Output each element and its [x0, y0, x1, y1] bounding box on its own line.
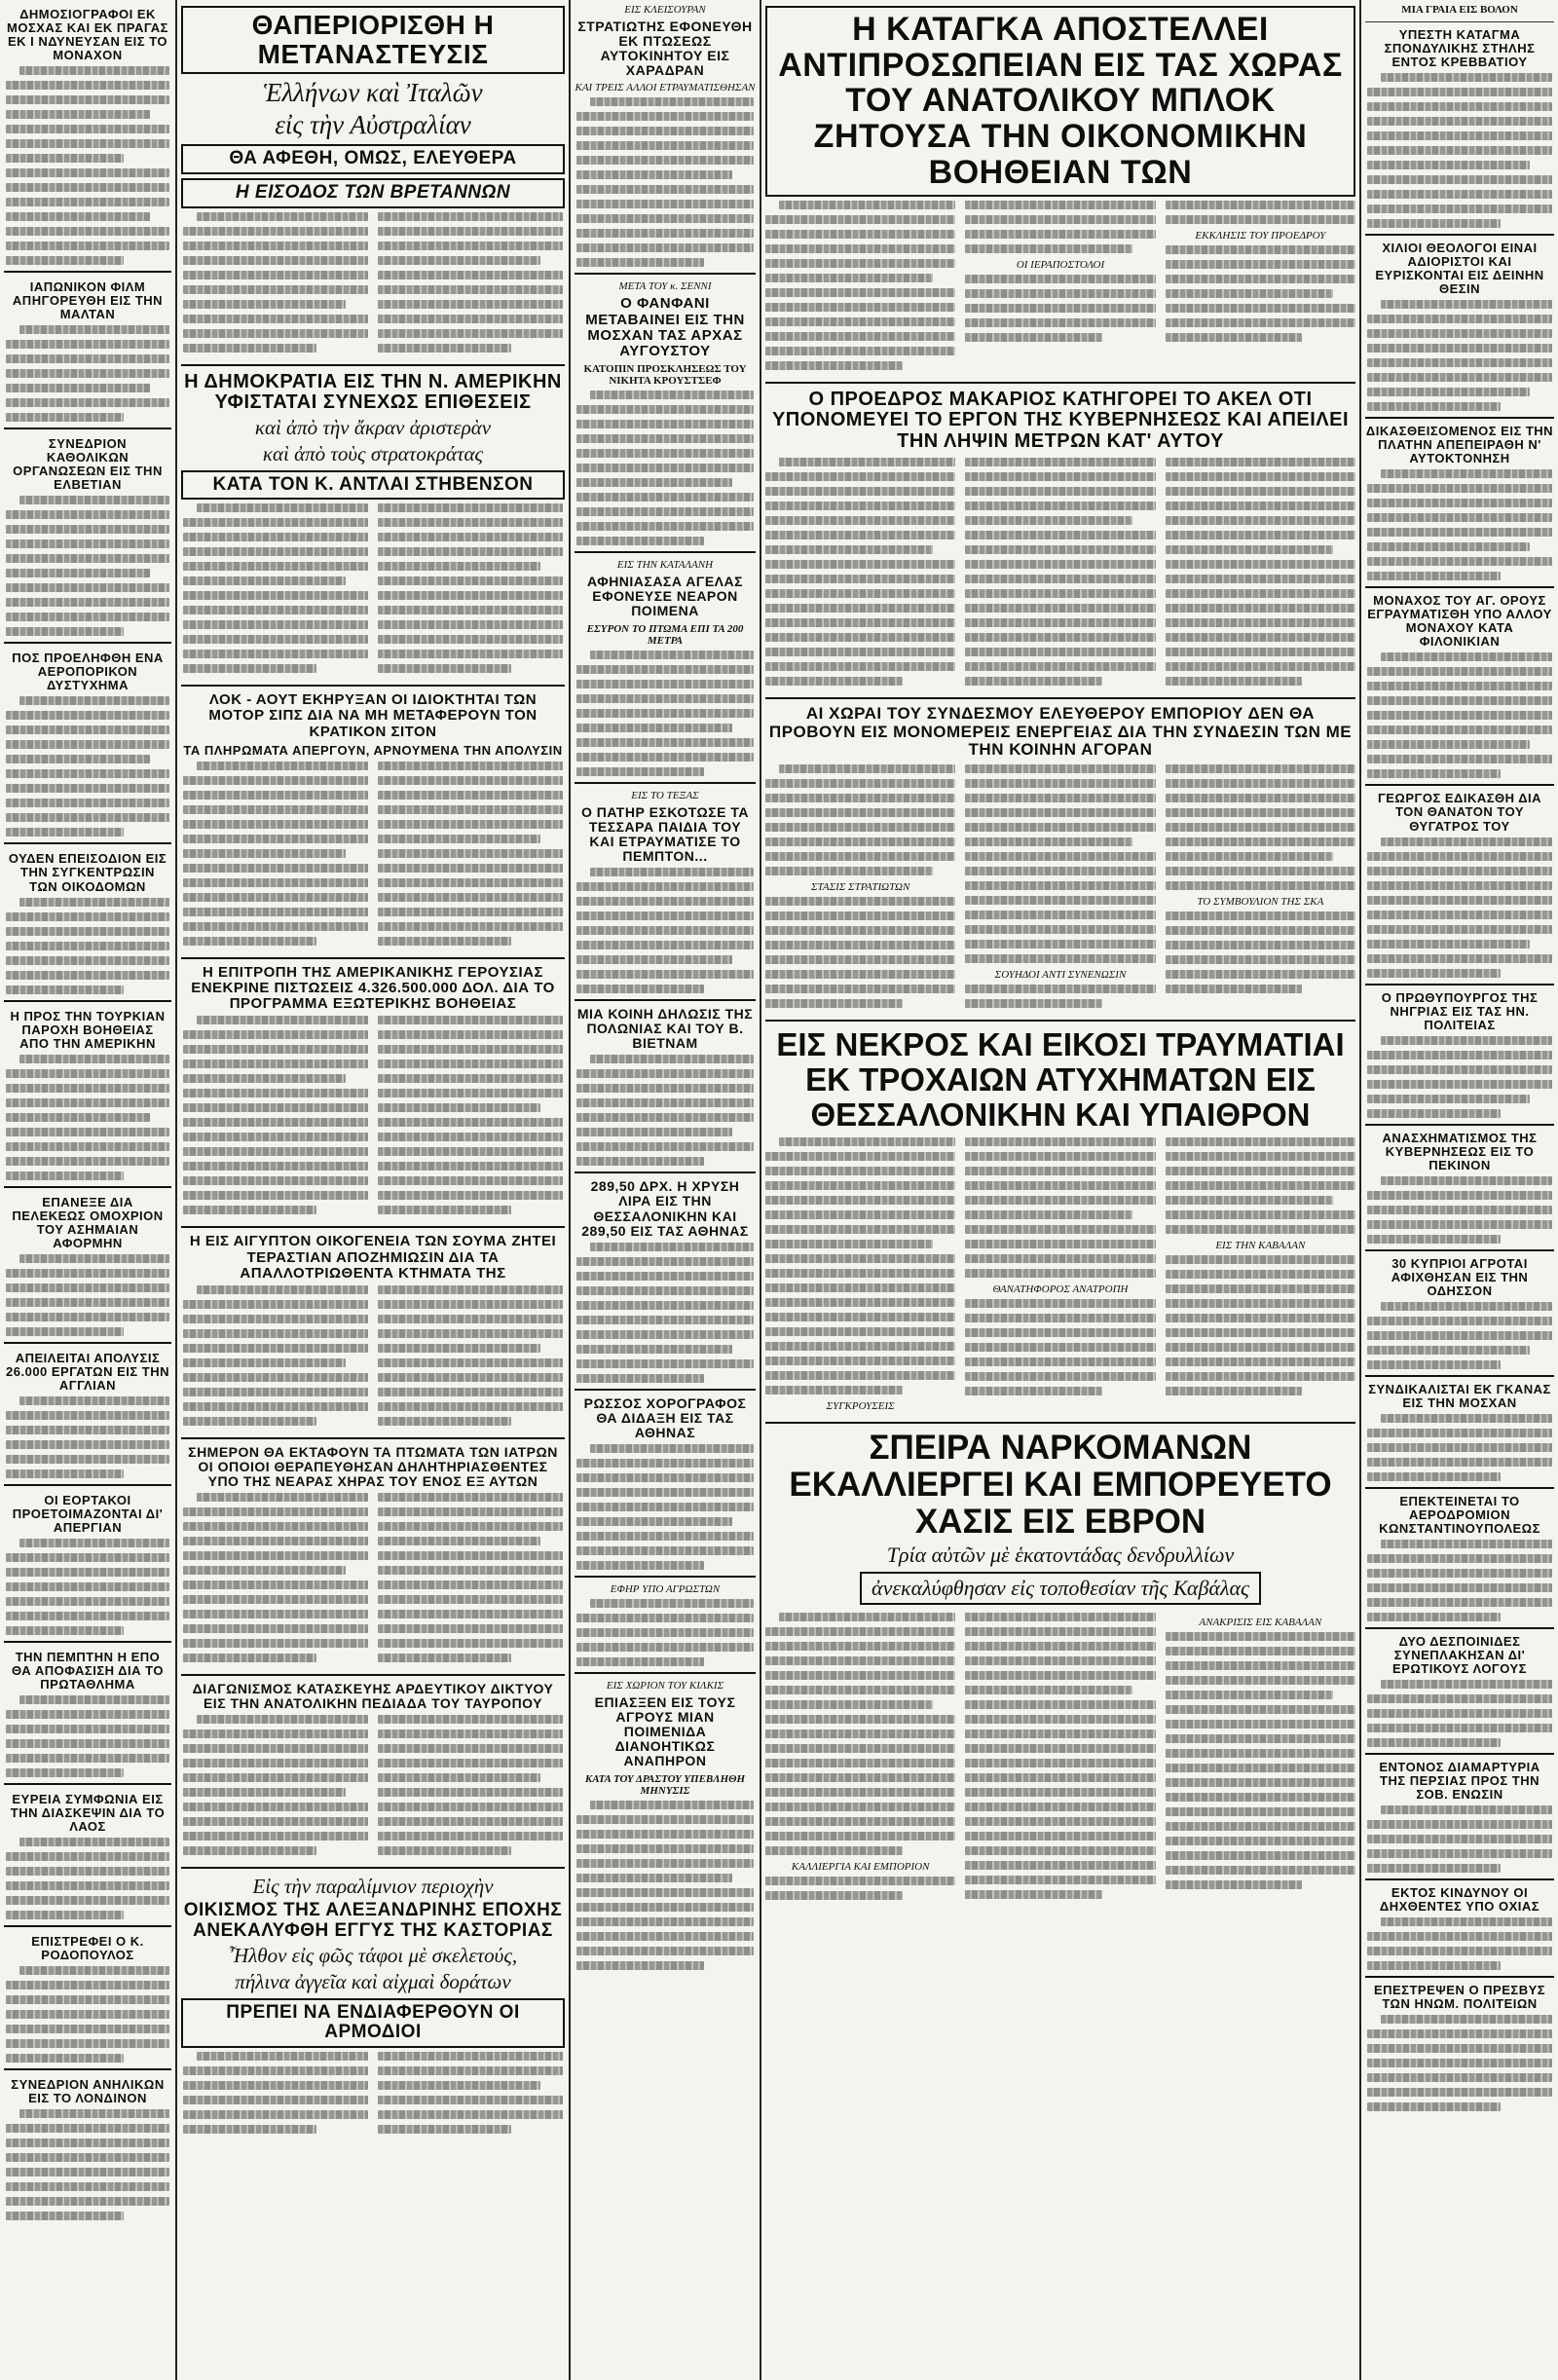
article-body [6, 1396, 169, 1478]
article-headline: ΜΟΝΑΧΟΣ ΤΟΥ ΑΓ. ΟΡΟΥΣ ΕΓΡΑΥΜΑΤΙΣΘΗ ΥΠΟ ΑΛΛΟΥ ΜΟΝΑΧΟΥ ΚΑΤΑ ΦΙΛΟΝΙΚΙΑΝ [1367, 593, 1552, 650]
article-body [576, 651, 754, 776]
article-body [6, 1695, 169, 1777]
article-headline: ΧΙΛΙΟΙ ΘΕΟΛΟΓΟΙ ΕΙΝΑΙ ΑΔΙΟΡΙΣΤΟΙ ΚΑΙ ΕΥΡΙΣΚΟΝΤΑΙ ΕΙΣ ΔΕΙΝΗΝ ΘΕΣΙΝ [1375, 241, 1544, 297]
article-headline-box [765, 6, 1355, 197]
article-headline: ΓΕΩΡΓΟΣ ΕΔΙΚΑΣΘΗ ΔΙΑ ΤΟΝ ΘΑΝΑΤΟΝ ΤΟΥ ΘΥΓΑΤΡΟΣ ΤΟΥ [1377, 791, 1542, 834]
article-headline: Η ΕΠΙΤΡΟΠΗ ΤΗΣ ΑΜΕΡΙΚΑΝΙΚΗΣ ΓΕΡΟΥΣΙΑΣ ΕΝΕΚΡΙΝΕ ΠΙΣΤΩΣΕΙΣ 4.326.500.000 ΔΟΛ. ΔΙΑ ΤΟ ΠΡΟΓΡΑΜΜΑ ΕΞΩΤΕΡΙΚΗΣ ΒΟΗΘΕΙΑΣ [191, 963, 555, 1013]
article-kicker: ΣΟΥΗΔΟΙ ΑΝΤΙ ΣΥΝΕΝΩΣΙΝ [994, 969, 1127, 982]
article-headline-box [181, 470, 565, 501]
article-headline: ΟΙ ΕΟΡΤΑΚΟΙ ΠΡΟΕΤΟΙΜΑΖΟΝΤΑΙ ΔΙ' ΑΠΕΡΓΙΑΝ [12, 1492, 164, 1535]
article-headline: ΕΝΤΟΝΟΣ ΔΙΑΜΑΡΤΥΡΙΑ ΤΗΣ ΠΕΡΣΙΑΣ ΠΡΟΣ ΤΗΝ ΣΟΒ. ΕΝΩΣΙΝ [1379, 1760, 1540, 1803]
article-body [183, 1016, 563, 1220]
article-subheadline: ΚΑΤΑ ΤΟΥ ΔΡΑΣΤΟΥ ΥΠΕΒΛΗΘΗ ΜΗΝΥΣΙΣ [584, 1772, 746, 1797]
article-subheadline: καὶ ἀπὸ τὴν ἄκραν ἀριστερὰν [254, 415, 492, 439]
article-headline: ΕΠΑΝΕΞΕ ΔΙΑ ΠΕΛΕΚΕΩΣ ΟΜΟΧΡΙΟΝ ΤΟΥ ΑΣΗΜΑΙΑΝ ΑΦΟΡΜΗΝ [12, 1194, 164, 1250]
article-subheadline: εἰς τὴν Αὐστραλίαν [275, 110, 471, 140]
column-3 [575, 0, 756, 2380]
article-headline: ΤΗΝ ΠΕΜΠΤΗΝ Η ΕΠΟ ΘΑ ΑΠΟΦΑΣΙΣΗ ΔΙΑ ΤΟ ΠΡΩΤΑΘΛΗΜΑ [12, 1649, 164, 1692]
article-subheadline: Εἰς τὴν παραλίμνιον περιοχὴν [252, 1875, 494, 1899]
article-kicker: ΕΙΣ ΚΛΕΙΣΟΥΡΑΝ [624, 4, 706, 16]
article-body [6, 1539, 169, 1635]
article-kicker: ΕΙΣ ΤΟ ΤΕΞΑΣ [631, 789, 699, 801]
article-headline: ΔΙΑΓΩΝΙΣΜΟΣ ΚΑΤΑΣΚΕΥΗΣ ΑΡΔΕΥΤΙΚΟΥ ΔΙΚΤΥΟΥ ΕΙΣ ΤΗΝ ΑΝΑΤΟΛΙΚΗΝ ΠΕΔΙΑΔΑ ΤΟΥ ΤΑΥΡΟΠΟΥ [192, 1681, 554, 1712]
article-kicker: ΘΑΝΑΤΗΦΟΡΟΣ ΑΝΑΤΡΟΠΗ [992, 1283, 1129, 1296]
article-subheadline: Ἦλθον εἰς φῶς τάφοι μὲ σκελετούς, [228, 1943, 518, 1967]
article-headline: ΕΚΤΟΣ ΚΙΝΔΥΝΟΥ ΟΙ ΔΗΧΘΕΝΤΕΣ ΥΠΟ ΟΧΙΑΣ [1379, 1885, 1540, 1915]
article-headline: ΔΗΜΟΣΙΟΓΡΑΦΟΙ ΕΚ ΜΟΣΧΑΣ ΚΑΙ ΕΚ ΠΡΑΓΑΣ ΕΚ Ι ΝΔΥΝΕΥΣΑΝ ΕΙΣ ΤΟ ΜΟΝΑΧΟΝ [7, 7, 168, 63]
article-body [1367, 73, 1552, 228]
article-headline: ΑΙ ΧΩΡΑΙ ΤΟΥ ΣΥΝΔΕΣΜΟΥ ΕΛΕΥΘΕΡΟΥ ΕΜΠΟΡΙΟΥ ΔΕΝ ΘΑ ΠΡΟΒΟΥΝ ΕΙΣ ΜΟΝΟΜΕΡΕΙΣ ΕΝΕΡΓΕΙΑΣ ΔΙΑ ΤΗΝ ΣΥΝΔΕΣΙΝ ΤΩΝ ΜΕ ΤΗΝ ΚΟΙΝΗΝ ΑΓΟΡΑΝ [768, 704, 1353, 760]
article-body [576, 1444, 754, 1570]
article-headline: ΙΑΠΩΝΙΚΟΝ ΦΙΛΜ ΑΠΗΓΟΡΕΥΘΗ ΕΙΣ ΤΗΝ ΜΑΛΤΑΝ [12, 279, 164, 322]
article-body [1367, 1680, 1552, 1747]
article-kicker: ΕΙΣ ΤΗΝ ΚΑΒΑΛΑΝ [1215, 1240, 1306, 1252]
article-headline: ΕΠΙΑΣΞΕΝ ΕΙΣ ΤΟΥΣ ΑΓΡΟΥΣ ΜΙΑΝ ΠΟΙΜΕΝΙΔΑ ΔΙΑΝΟΗΤΙΚΩΣ ΑΝΑΠΗΡΟΝ [594, 1694, 736, 1769]
column-2 [181, 0, 565, 2380]
article-body [576, 390, 754, 545]
article-body [1367, 1917, 1552, 1970]
article-body [1367, 1176, 1552, 1244]
article-body [576, 1801, 754, 1970]
article-subheadline: ΕΣΥΡΟΝ ΤΟ ΠΤΩΜΑ ΕΠΙ ΤΑ 200 ΜΕΤΡΑ [586, 622, 744, 647]
article-headline: ΣΤΡΑΤΙΩΤΗΣ ΕΦΟΝΕΥΘΗ ΕΚ ΠΤΩΣΕΩΣ ΑΥΤΟΚΙΝΗΤΟΥ ΕΙΣ ΧΑΡΑΔΡΑΝ [577, 19, 753, 79]
article-headline: Η ΚΑΤΑΓΚΑ ΑΠΟΣΤΕΛΛΕΙ ΑΝΤΙΠΡΟΣΩΠΕΙΑΝ ΕΙΣ ΤΑΣ ΧΩΡΑΣ ΤΟΥ ΑΝΑΤΟΛΙΚΟΥ ΜΠΛΟΚ [778, 11, 1343, 120]
article-body [576, 868, 754, 993]
article-body [765, 201, 1355, 376]
article-body [1367, 1805, 1552, 1873]
article-body [1367, 1036, 1552, 1118]
article-body [6, 898, 169, 994]
article-body [6, 496, 169, 636]
article-headline: Η ΕΙΣ ΑΙΓΥΠΤΟΝ ΟΙΚΟΓΕΝΕΙΑ ΤΩΝ ΣΟΥΜΑ ΖΗΤΕΙ ΤΕΡΑΣΤΙΑΝ ΑΠΟΖΗΜΙΩΣΙΝ ΔΙΑ ΤΑ ΑΠΑΛΛΟΤΡΙΩΘΕΝΤΑ ΚΤΗΜΑΤΑ ΤΗΣ [189, 1233, 557, 1282]
article-kicker: ΕΚΚΛΗΣΙΣ ΤΟΥ ΠΡΟΕΔΡΟΥ [1195, 229, 1326, 242]
article-kicker: ΟΙ ΙΕΡΑΠΟΣΤΟΛΟΙ [1016, 258, 1105, 271]
article-kicker: ΤΟ ΣΥΜΒΟΥΛΙΟΝ ΤΗΣ ΣΚΑ [1197, 896, 1324, 909]
article-kicker: ΜΙΑ ΓΡΑΙΑ ΕΙΣ ΒΟΛΟΝ [1401, 4, 1518, 16]
article-body [6, 1966, 169, 2063]
article-headline: Η ΠΡΟΣ ΤΗΝ ΤΟΥΡΚΙΑΝ ΠΑΡΟΧΗ ΒΟΗΘΕΙΑΣ ΑΠΟ ΤΗΝ ΑΜΕΡΙΚΗΝ [10, 1008, 166, 1051]
column-divider [760, 0, 761, 2380]
article-headline: Ο ΠΡΩΘΥΠΟΥΡΓΟΣ ΤΗΣ ΝΗΓΡΙΑΣ ΕΙΣ ΤΑΣ ΗΝ. ΠΟΛΙΤΕΙΑΣ [1381, 989, 1539, 1032]
article-subheadline: ΚΑΙ ΤΡΕΙΣ ΑΛΛΟΙ ΕΤΡΑΥΜΑΤΙΣΘΗΣΑΝ [575, 82, 756, 94]
article-headline-box [181, 6, 565, 74]
article-body [6, 1838, 169, 1919]
article-kicker: ΣΥΓΚΡΟΥΣΕΙΣ [826, 1400, 895, 1413]
article-kicker: ΣΤΑΣΙΣ ΣΤΡΑΤΙΩΤΩΝ [811, 881, 910, 894]
article-subheadline: Τρία αὐτῶν μὲ ἑκατοντάδας δενδρυλλίων [886, 1542, 1235, 1567]
article-body [576, 97, 754, 267]
article-body [1367, 1414, 1552, 1481]
article-body [1367, 2015, 1552, 2111]
article-headline: ΔΥΟ ΔΕΣΠΟΙΝΙΔΕΣ ΣΥΝΕΠΛΑΚΗΣΑΝ ΔΙ' ΕΡΩΤΙΚΟΥΣ ΛΟΓΟΥΣ [1392, 1633, 1527, 1677]
article-body [1367, 652, 1552, 778]
article-body [183, 762, 563, 951]
article-body [6, 325, 169, 422]
article-kicker: ΕΙΣ ΤΗΝ ΚΑΤΑΛΑΝΗ [616, 559, 714, 572]
article-subheadline: καὶ ἀπὸ τοὺς στρατοκράτας [262, 441, 484, 465]
article-body [765, 764, 1355, 1014]
article-subheadline: Ἑλλήνων καὶ Ἰταλῶν [263, 78, 483, 108]
article-subheadline: ἀνεκαλύφθησαν εἰς τοποθεσίαν τῆς Καβάλας [860, 1572, 1261, 1605]
column-divider [569, 0, 571, 2380]
article-kicker: ΕΦΗΡ ΥΠΟ ΑΓΡΩΣΤΩΝ [610, 1583, 721, 1596]
article-headline: ΡΩΣΣΟΣ ΧΟΡΟΓΡΑΦΟΣ ΘΑ ΔΙΔΑΞΗ ΕΙΣ ΤΑΣ ΑΘΗΝΑΣ [583, 1395, 747, 1440]
column-divider [175, 0, 177, 2380]
article-subheadline: πήλινα ἀγγεῖα καὶ αἰχμαὶ δοράτων [235, 1969, 511, 1993]
article-headline: 30 ΚΥΠΡΙΟΙ ΑΓΡΟΤΑΙ ΑΦΙΧΘΗΣΑΝ ΕΙΣ ΤΗΝ ΟΔΗΣΣΟΝ [1391, 1255, 1529, 1298]
article-headline: ΟΙΚΙΣΜΟΣ ΤΗΣ ΑΛΕΞΑΝΔΡΙΝΗΣ ΕΠΟΧΗΣ ΑΝΕΚΑΛΥΦΘΗ ΕΓΓΥΣ ΤΗΣ ΚΑΣΤΟΡΙΑΣ [183, 1900, 563, 1941]
article-body [1367, 1540, 1552, 1621]
article-headline: ΟΥΔΕΝ ΕΠΕΙΣΟΔΙΟΝ ΕΙΣ ΤΗΝ ΣΥΓΚΕΝΤΡΩΣΙΝ ΤΩΝ ΟΙΚΟΔΟΜΩΝ [8, 851, 167, 894]
article-body [1367, 300, 1552, 411]
column-4 [765, 0, 1355, 2380]
article-kicker: ΕΙΣ ΧΩΡΙΟΝ ΤΟΥ ΚΙΛΚΙΣ [606, 1680, 724, 1692]
article-headline: ΛΟΚ - ΑΟΥΤ ΕΚΗΡΥΞΑΝ ΟΙ ΙΔΙΟΚΤΗΤΑΙ ΤΩΝ ΜΟΤΟΡ ΣΙΠΣ ΔΙΑ ΝΑ ΜΗ ΜΕΤΑΦΕΡΟΥΝ ΤΟΝ ΚΡΑΤΙΚΟΝ ΣΙΤΟΝ [208, 691, 538, 740]
article-headline: Ο ΠΡΟΕΔΡΟΣ ΜΑΚΑΡΙΟΣ ΚΑΤΗΓΟΡΕΙ ΤΟ ΑΚΕΛ ΟΤΙ ΥΠΟΝΟΜΕΥΕΙ ΤΟ ΕΡΓΟΝ ΤΗΣ ΚΥΒΕΡΝΗΣΕΩΣ ΚΑΙ ΑΠΕΙΛΕΙ ΤΗΝ ΛΗΨΙΝ ΜΕΤΡΩΝ ΚΑΤ' ΑΥΤΟΥ [771, 388, 1350, 452]
article-headline: ΣΥΝΕΔΡΙΟΝ ΚΑΘΟΛΙΚΩΝ ΟΡΓΑΝΩΣΕΩΝ ΕΙΣ ΤΗΝ ΕΛΒΕΤΙΑΝ [13, 436, 163, 493]
article-kicker: ΚΑΛΛΙΕΡΓΙΑ ΚΑΙ ΕΜΠΟΡΙΟΝ [791, 1860, 930, 1873]
article-headline: ΕΠΙΣΤΡΕΦΕΙ Ο Κ. ΡΟΔΟΠΟΥΛΟΣ [31, 1934, 144, 1963]
article-body [1367, 837, 1552, 978]
article-body [6, 66, 169, 265]
article-subheadline: ΚΑΤΟΠΙΝ ΠΡΟΣΚΛΗΣΕΩΣ ΤΟΥ ΝΙΚΗΤΑ ΚΡΟΥΣΤΣΕΦ [583, 363, 747, 388]
article-headline: ΣΥΝΕΔΡΙΟΝ ΑΝΗΛΙΚΩΝ ΕΙΣ ΤΟ ΛΟΝΔΙΝΟΝ [11, 2077, 165, 2106]
article-body [183, 503, 563, 679]
article-body [576, 1599, 754, 1666]
article-body [1367, 1302, 1552, 1369]
article-body [1367, 469, 1552, 580]
article-headline: ΖΗΤΟΥΣΑ ΤΗΝ ΟΙΚΟΝΟΜΙΚΗΝ ΒΟΗΘΕΙΑΝ ΤΩΝ [813, 118, 1308, 191]
article-body [765, 1613, 1355, 1906]
article-headline: ΣΗΜΕΡΟΝ ΘΑ ΕΚΤΑΦΟΥΝ ΤΑ ΠΤΩΜΑΤΑ ΤΩΝ ΙΑΤΡΩΝ ΟΙ ΟΠΟΙΟΙ ΘΕΡΑΠΕΥΘΗΣΑΝ ΔΗΛΗΤΗΡΙΑΣΘΕΝΤΕΣ ΥΠΟ ΤΗΣ ΝΕΑΡΑΣ ΧΗΡΑΣ ΤΟΥ ΕΝΟΣ ΕΞ ΑΥΤΩΝ [188, 1443, 558, 1490]
article-body [765, 458, 1355, 691]
article-headline: Ο ΦΑΝΦΑΝΙ ΜΕΤΑΒΑΙΝΕΙ ΕΙΣ ΤΗΝ ΜΟΣΧΑΝ ΤΑΣ ΑΡΧΑΣ ΑΥΓΟΥΣΤΟΥ [585, 295, 745, 359]
article-kicker: ΜΕΤΑ ΤΟΥ κ. ΣΕΝΝΙ [618, 280, 712, 293]
article-body [183, 212, 563, 358]
article-body [765, 1137, 1355, 1416]
article-headline: ΑΝΑΣΧΗΜΑΤΙΣΜΟΣ ΤΗΣ ΚΥΒΕΡΝΗΣΕΩΣ ΕΙΣ ΤΟ ΠΕΚΙΝΟΝ [1382, 1130, 1538, 1172]
article-headline: ΕΠΕΣΤΡΕΨΕΝ Ο ΠΡΕΣΒΥΣ ΤΩΝ ΗΝΩΜ. ΠΟΛΙΤΕΙΩΝ [1373, 1983, 1546, 2012]
article-body [183, 1285, 563, 1432]
article-headline: Ο ΠΑΤΗΡ ΕΣΚΟΤΩΣΕ ΤΑ ΤΕΣΣΑΡΑ ΠΑΙΔΙΑ ΤΟΥ ΚΑΙ ΕΤΡΑΥΜΑΤΙΣΕ ΤΟ ΠΕΜΠΤΟΝ... [580, 803, 750, 864]
article-headline: ΑΠΕΙΛΕΙΤΑΙ ΑΠΟΛΥΣΙΣ 26.000 ΕΡΓΑΤΩΝ ΕΙΣ ΤΗΝ ΑΓΓΛΙΑΝ [6, 1350, 169, 1393]
column-5 [1365, 0, 1554, 2380]
article-body [576, 1055, 754, 1166]
article-headline: ΠΟΣ ΠΡΟΕΛΗΦΘΗ ΕΝΑ ΑΕΡΟΠΟΡΙΚΟΝ ΔΥΣΤΥΧΗΜΑ [12, 651, 164, 693]
article-headline: ΕΙΣ ΝΕΚΡΟΣ ΚΑΙ ΕΙΚΟΣΙ ΤΡΑΥΜΑΤΙΑΙ ΕΚ ΤΡΟΧΑΙΩΝ ΑΤΥΧΗΜΑΤΩΝ ΕΙΣ ΘΕΣΣΑΛΟΝΙΚΗΝ ΚΑΙ ΥΠΑΙΘΡΟΝ [776, 1026, 1345, 1133]
article-headline: ΑΦΗΝΙΑΣΑΣΑ ΑΓΕΛΑΣ ΕΦΟΝΕΥΣΕ ΝΕΑΡΟΝ ΠΟΙΜΕΝΑ [586, 574, 744, 619]
article-headline-box [181, 1998, 565, 2048]
article-headline: ΚΑΤΑ ΤΟΝ Κ. ΑΝΤΛΑΙ ΣΤΗΒΕΝΣΟΝ [212, 473, 534, 495]
article-headline: ΕΥΡΕΙΑ ΣΥΜΦΩΝΙΑ ΕΙΣ ΤΗΝ ΔΙΑΣΚΕΨΙΝ ΔΙΑ ΤΟ ΛΑΟΣ [10, 1792, 166, 1835]
article-body [183, 1715, 563, 1861]
article-body [6, 696, 169, 837]
article-headline-box [181, 178, 565, 208]
article-headline: ΠΡΕΠΕΙ ΝΑ ΕΝΔΙΑΦΕΡΘΟΥΝ ΟΙ ΑΡΜΟΔΙΟΙ [226, 2001, 520, 2043]
article-headline: ΤΑ ΠΛΗΡΩΜΑΤΑ ΑΠΕΡΓΟΥΝ, ΑΡΝΟΥΜΕΝΑ ΤΗΝ ΑΠΟΛΥΣΙΝ [183, 742, 563, 758]
column-1 [4, 0, 171, 2380]
article-headline: ΥΠΕΣΤΗ ΚΑΤΑΓΜΑ ΣΠΟΝΔΥΛΙΚΗΣ ΣΤΗΛΗΣ ΕΝΤΟΣ ΚΡΕΒΒΑΤΙΟΥ [1384, 27, 1536, 70]
article-kicker: ΑΝΑΚΡΙΣΙΣ ΕΙΣ ΚΑΒΑΛΑΝ [1199, 1616, 1322, 1628]
article-body [6, 1055, 169, 1180]
article-headline: Η ΕΙΣΟΔΟΣ ΤΩΝ ΒΡΕΤΑΝΝΩΝ [235, 181, 511, 203]
article-headline: ΣΥΝΔΙΚΑΛΙΣΤΑΙ ΕΚ ΓΚΑΝΑΣ ΕΙΣ ΤΗΝ ΜΟΣΧΑΝ [1368, 1381, 1551, 1410]
column-divider [1359, 0, 1361, 2380]
article-headline: ΣΠΕΙΡΑ ΝΑΡΚΟΜΑΝΩΝ ΕΚΑΛΛΙΕΡΓΕΙ ΚΑΙ ΕΜΠΟΡΕΥΕΤΟ ΧΑΣΙΣ ΕΙΣ ΕΒΡΟΝ [789, 1429, 1332, 1541]
article-headline: ΕΠΕΚΤΕΙΝΕΤΑΙ ΤΟ ΑΕΡΟΔΡΟΜΙΟΝ ΚΩΝΣΤΑΝΤΙΝΟΥΠΟΛΕΩΣ [1379, 1493, 1540, 1536]
article-body [576, 1243, 754, 1383]
article-headline: ΜΙΑ ΚΟΙΝΗ ΔΗΛΩΣΙΣ ΤΗΣ ΠΟΛΩΝΙΑΣ ΚΑΙ ΤΟΥ Β. ΒΙΕΤΝΑΜ [576, 1005, 754, 1052]
article-headline: ΘΑΠΕΡΙΟΡΙΣΘΗ Η ΜΕΤΑΝΑΣΤΕΥΣΙΣ [251, 10, 495, 70]
article-headline: ΔΙΚΑΣΘΕΙΣΟΜΕΝΟΣ ΕΙΣ ΤΗΝ ΠΛΑΤΗΝ ΑΠΕΠΕΙΡΑΘΗ Ν' ΑΥΤΟΚΤΟΝΗΣΗ [1365, 424, 1554, 466]
article-headline: ΘΑ ΑΦΕΘΗ, ΟΜΩΣ, ΕΛΕΥΘΕΡΑ [229, 148, 517, 169]
article-body [6, 2109, 169, 2220]
article-body [183, 1493, 563, 1668]
article-body [183, 2052, 563, 2139]
article-headline-box [181, 144, 565, 174]
article-headline: Η ΔΗΜΟΚΡΑΤΙΑ ΕΙΣ ΤΗΝ Ν. ΑΜΕΡΙΚΗΝ ΥΦΙΣΤΑΤΑΙ ΣΥΝΕΧΩΣ ΕΠΙΘΕΣΕΙΣ [184, 370, 562, 414]
article-body [6, 1254, 169, 1336]
article-headline: 289,50 ΔΡΧ. Η ΧΡΥΣΗ ΛΙΡΑ ΕΙΣ ΤΗΝ ΘΕΣΣΑΛΟΝΙΚΗΝ ΚΑΙ 289,50 ΕΙΣ ΤΑΣ ΑΘΗΝΑΣ [581, 1178, 749, 1239]
